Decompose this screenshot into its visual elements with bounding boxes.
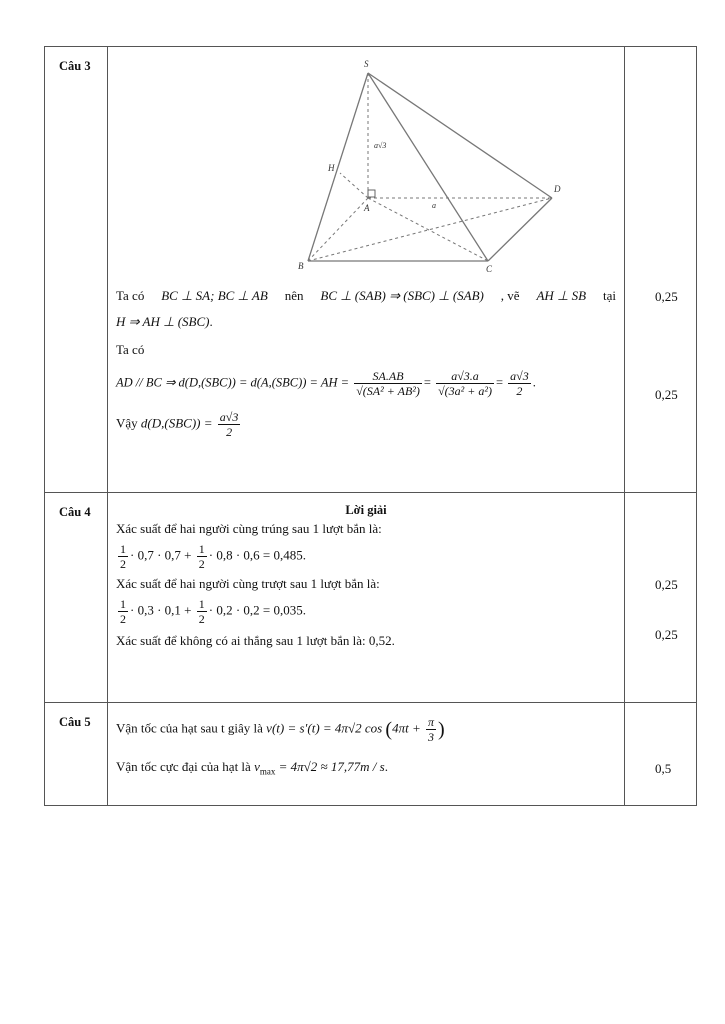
label-side: a (432, 201, 436, 210)
row-q3 (45, 47, 697, 493)
question-label: Câu 3 (59, 59, 91, 73)
fraction-1: $\frac{SA.AB}{\text{√(SA² + AB²)}}$ (356, 369, 420, 398)
score: 0,25 (655, 387, 678, 402)
fraction-result: $\frac{a√3}{2}$ (219, 410, 239, 439)
right-angle-mark (368, 190, 375, 197)
row-q4 (45, 493, 697, 703)
pyramid-figure (228, 53, 628, 283)
fraction-pi-3: $\frac{\pi}{3}$ (427, 715, 434, 744)
fraction-half: $\frac{1}{2}$ (120, 597, 126, 626)
q3-line5: Vậy d(D,(SBC)) = $\frac{a√3}{2}$ (116, 410, 239, 439)
edge-SD (368, 73, 552, 198)
label-B: B (298, 261, 304, 271)
q4-text3: Xác suất để không có ai thắng sau 1 lượt bắn là: 0,52. (116, 633, 395, 648)
q5-line2: Vận tốc cực đại của hạt là $v_{max} = 4\pi√2 \approx 17,77m / s$. (116, 759, 388, 777)
q3-line1: Ta có BC ⊥ SA; BC ⊥ AB nên BC ⊥ (SAB) ⇒ (SBC) ⊥ (SAB) , vẽ AH ⊥ SB tại (116, 288, 616, 303)
question-label: Câu 4 (59, 505, 91, 519)
question-label: Câu 5 (59, 715, 91, 729)
q3-line2: H ⇒ AH ⊥ (SBC). (116, 314, 213, 329)
score: 0,5 (655, 761, 672, 776)
score: 0,25 (655, 627, 678, 642)
q4-expr2: $\frac{1}{2}$ · 0,3 · 0,1 + $\frac{1}{2}$ · 0,2 · 0,2 = 0,035. (120, 597, 306, 626)
edge-SB (308, 73, 368, 261)
label-height: a√3 (374, 141, 387, 150)
solution-table (44, 46, 697, 806)
q3-line4: AD // BC ⇒ d(D,(SBC)) = d(A,(SBC)) = AH = $\frac{SA.AB}{\text{√(SA² + AB²)}}$ = $\frac{a√3.a}{\text{√(3a² + a²)}}$ = $\frac{a√3}{2}$ . (116, 369, 536, 398)
q4-text2: Xác suất để hai người cùng trượt sau 1 lượt bắn là: (116, 576, 380, 591)
score: 0,25 (655, 289, 678, 304)
label-C: C (486, 264, 493, 274)
q3-line3: Ta có (116, 342, 145, 357)
edge-SC (368, 73, 488, 261)
q5-line1: Vận tốc của hạt sau t giây là v(t) = s′(t) = 4π√2 cos (4πt + $\frac{\pi}{3}$ ) (116, 715, 445, 744)
segment-AH (340, 173, 368, 198)
q4-text1: Xác suất để hai người cùng trúng sau 1 lượt bắn là: (116, 521, 382, 536)
label-H: H (328, 163, 335, 173)
fraction-half: $\frac{1}{2}$ (198, 597, 205, 626)
fraction-half: $\frac{1}{2}$ (120, 542, 126, 571)
fraction-3: $\frac{a√3}{2}$ (510, 369, 529, 398)
q4-expr1: $\frac{1}{2}$ · 0,7 · 0,7 + $\frac{1}{2}$ · 0,8 · 0,6 = 0,485. (120, 542, 306, 571)
score: 0,25 (655, 577, 678, 592)
section-title: Lời giải (345, 503, 387, 517)
edge-BD (308, 198, 552, 261)
fraction-half: $\frac{1}{2}$ (198, 542, 205, 571)
edge-CD (488, 198, 552, 261)
edge-AC (368, 198, 488, 261)
label-A: A (364, 203, 370, 213)
row-q5 (45, 703, 697, 806)
edge-AB (308, 198, 368, 261)
label-S: S (364, 59, 369, 69)
fraction-2: $\frac{a√3.a}{\text{√(3a² + a²)}}$ (438, 369, 492, 398)
label-D: D (554, 184, 561, 194)
